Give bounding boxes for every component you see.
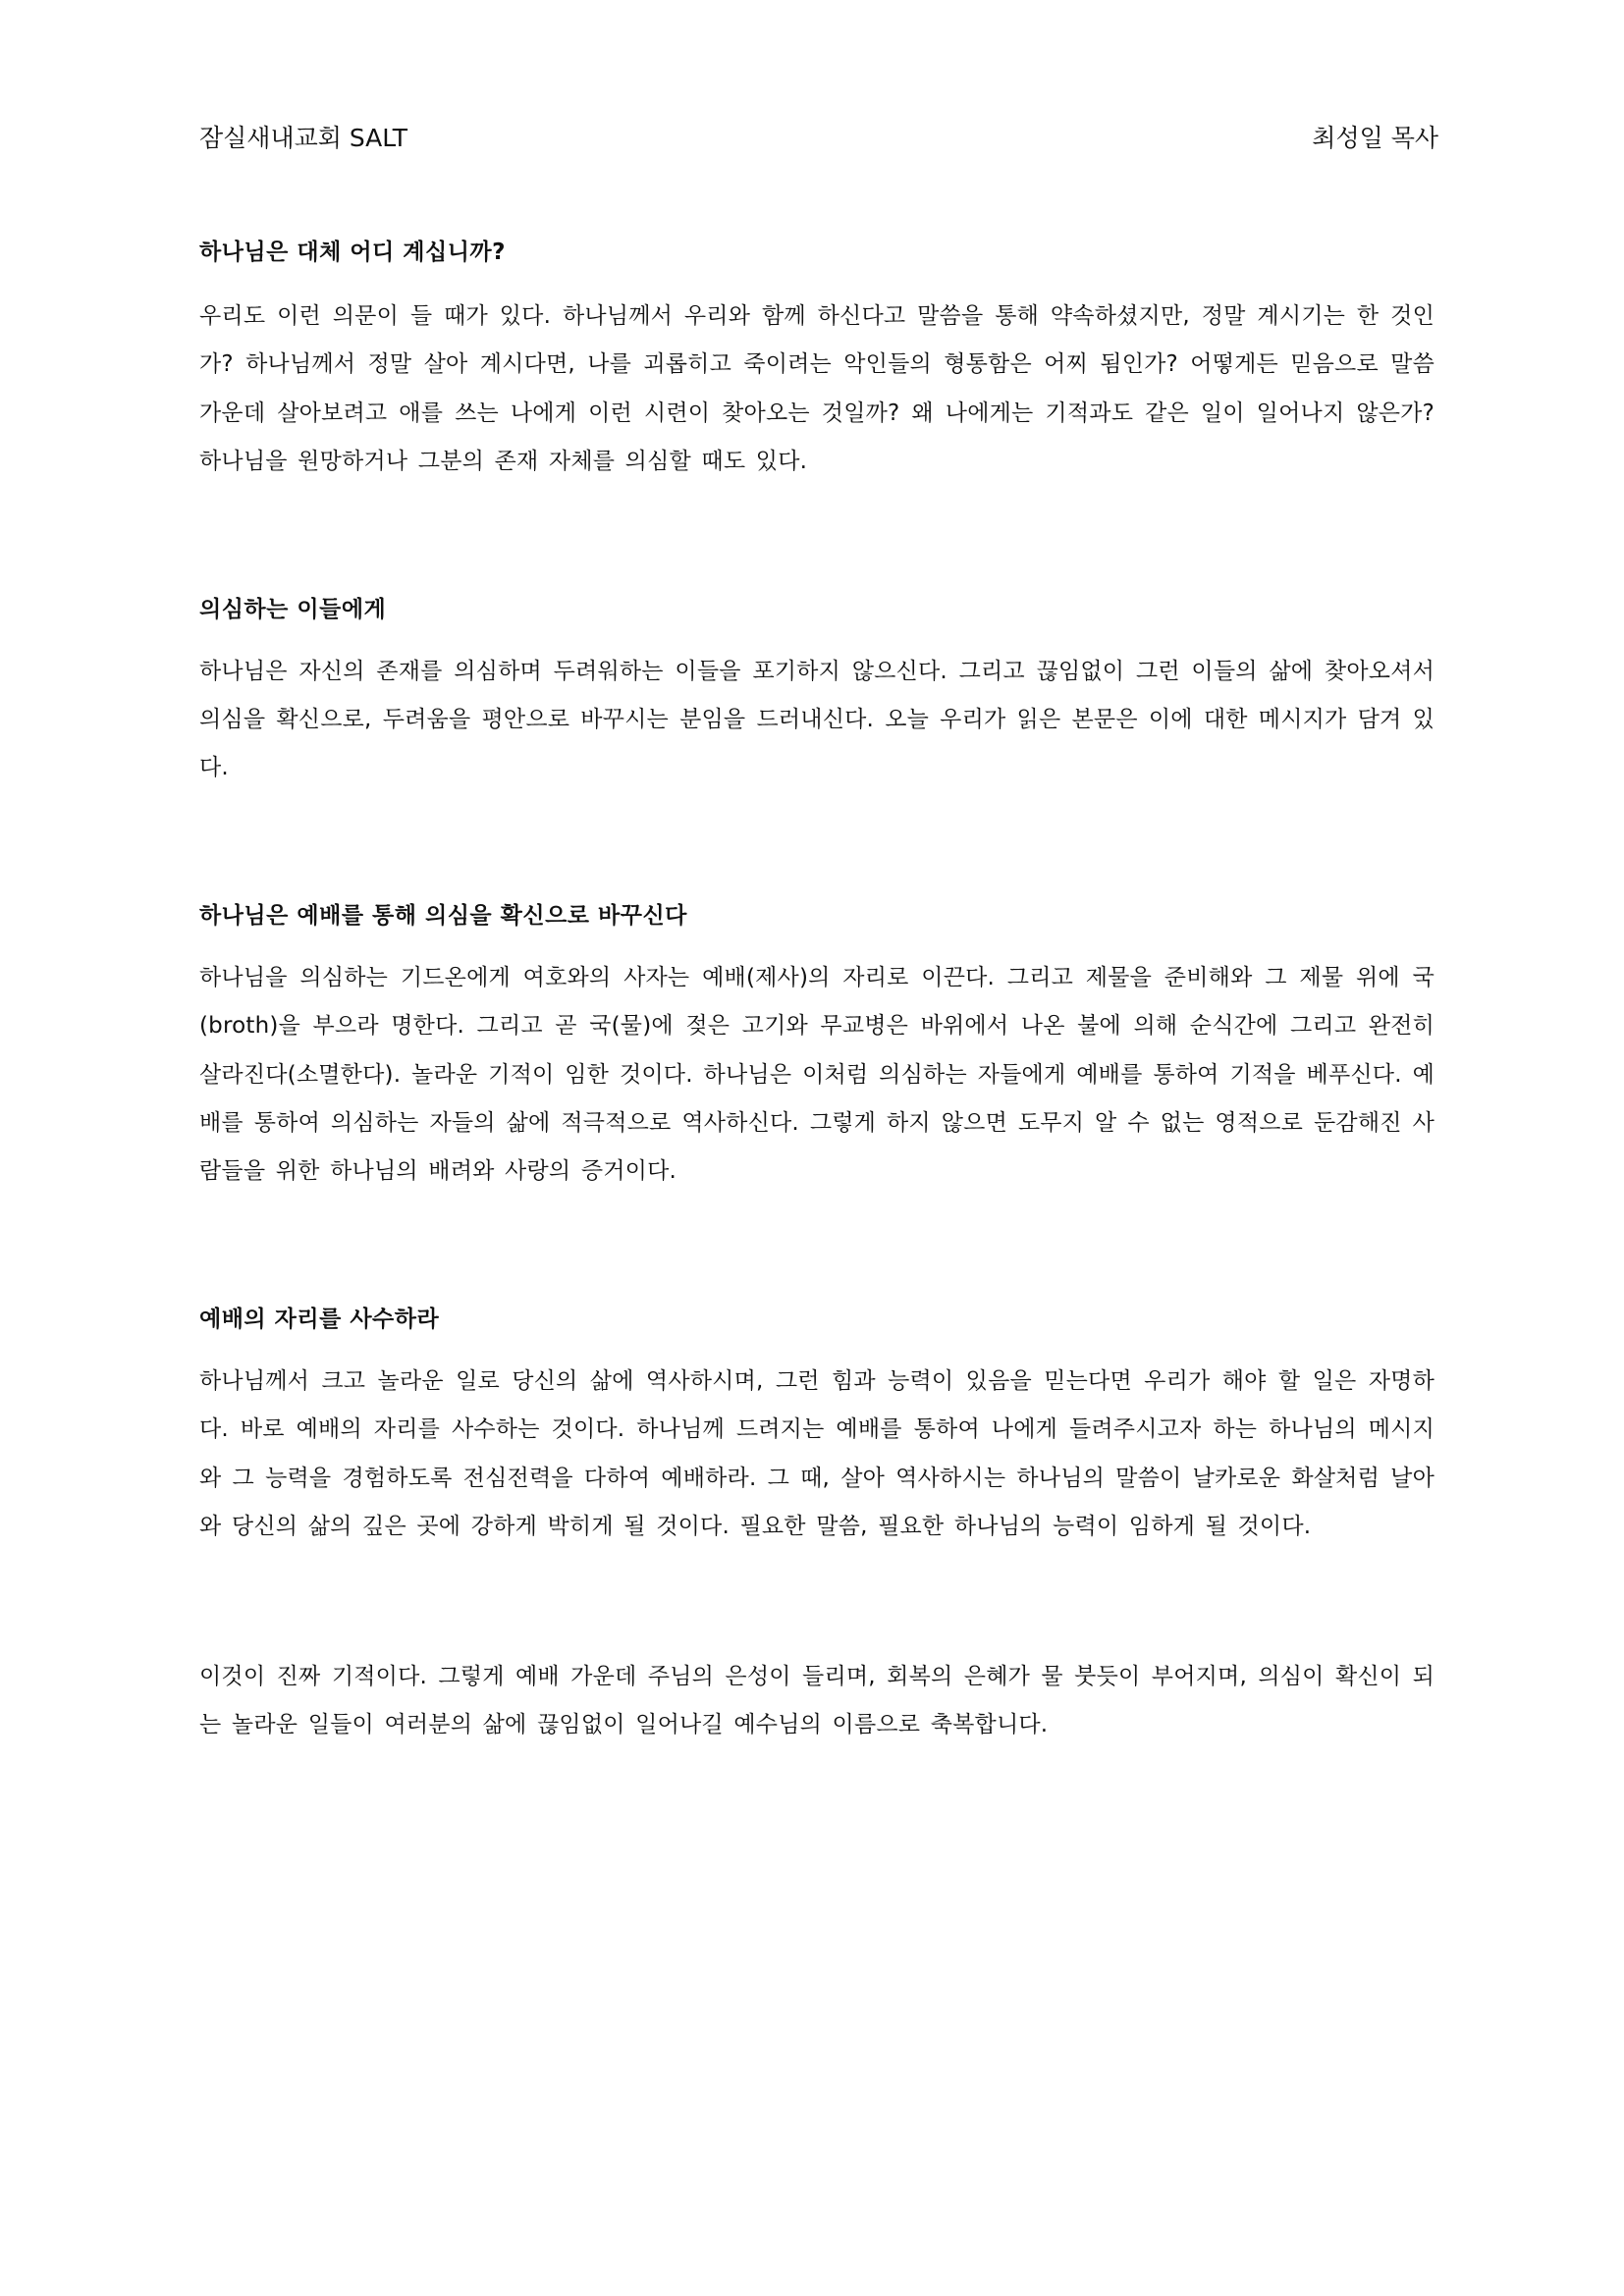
section-body-worship-changes-doubt: 하나님을 의심하는 기드온에게 여호와의 사자는 예배(제사)의 자리로 이끈다. 그리고 제물을 준비해와 그 제물 위에 국(broth)을 부으라 명한다. 그리고 곧 국(물)에 젖은 고기와 무교병은 바위에서 나온 불에 의해 순식간에 그리고 완전히 살라진다(소멸한다). 놀라운 기적이 임한 것이다. 하나님은 이처럼 의심하는 자들에게 예배를 통하여 기적을 베푸신다. 예배를 통하여 의심하는 자들의 삶에 적극적으로 역사하신다. 그렇게 하지 않으면 도무지 알 수 없는 영적으로 둔감해진 사람들을 위한 하나님의 배려와 사랑의 증거이다.: [199, 964, 1435, 1185]
section-body-where-is-god: 우리도 이런 의문이 들 때가 있다. 하나님께서 우리와 함께 하신다고 말씀을 통해 약속하셨지만, 정말 계시기는 한 것인가? 하나님께서 정말 살아 계시다면, 나를 괴롭히고 죽이려는 악인들의 형통함은 어찌 됨인가? 어떻게든 믿음으로 말씀 가운데 살아보려고 애를 쓰는 나에게 이런 시련이 찾아오는 것일까? 왜 나에게는 기적과도 같은 일이 일어나지 않은가? 하나님을 원망하거나 그분의 존재 자체를 의심할 때도 있다.: [199, 303, 1435, 475]
header-church-name: 잠실새내교회 SALT: [199, 124, 408, 152]
section-title-guard-worship: 예배의 자리를 사수하라: [199, 1306, 440, 1332]
section-body-guard-worship: 하나님께서 크고 놀라운 일로 당신의 삶에 역사하시며, 그런 힘과 능력이 있음을 믿는다면 우리가 해야 할 일은 자명하다. 바로 예배의 자리를 사수하는 것이다. 하나님께 드려지는 예배를 통하여 나에게 들려주시고자 하는 하나님의 메시지와 그 능력을 경험하도록 전심전력을 다하여 예배하라. 그 때, 살아 역사하시는 하나님의 말씀이 날카로운 화살처럼 날아와 당신의 삶의 깊은 곳에 강하게 박히게 될 것이다. 필요한 말씀, 필요한 하나님의 능력이 임하게 될 것이다.: [199, 1367, 1435, 1540]
section-title-to-doubters: 의심하는 이들에게: [199, 596, 387, 622]
document-body: [199, 236, 1435, 1749]
section-title-where-is-god: 하나님은 대체 어디 계십니까?: [199, 240, 506, 265]
section-title-worship-changes-doubt: 하나님은 예배를 통해 의심을 확신으로 바꾸신다: [199, 902, 687, 929]
closing-paragraph: 이것이 진짜 기적이다. 그렇게 예배 가운데 주님의 은성이 들리며, 회복의 은혜가 물 붓듯이 부어지며, 의심이 확신이 되는 놀라운 일들이 여러분의 삶에 끊임없이 일어나길 예수님의 이름으로 축복합니다.: [199, 1663, 1435, 1737]
header-pastor-name: 최성일 목사: [1312, 124, 1438, 152]
section-body-to-doubters: 하나님은 자신의 존재를 의심하며 두려워하는 이들을 포기하지 않으신다. 그리고 끊임없이 그런 이들의 삶에 찾아오셔서 의심을 확신으로, 두려움을 평안으로 바꾸시는 분임을 드러내신다. 오늘 우리가 읽은 본문은 이에 대한 메시지가 담겨 있다.: [199, 658, 1435, 781]
